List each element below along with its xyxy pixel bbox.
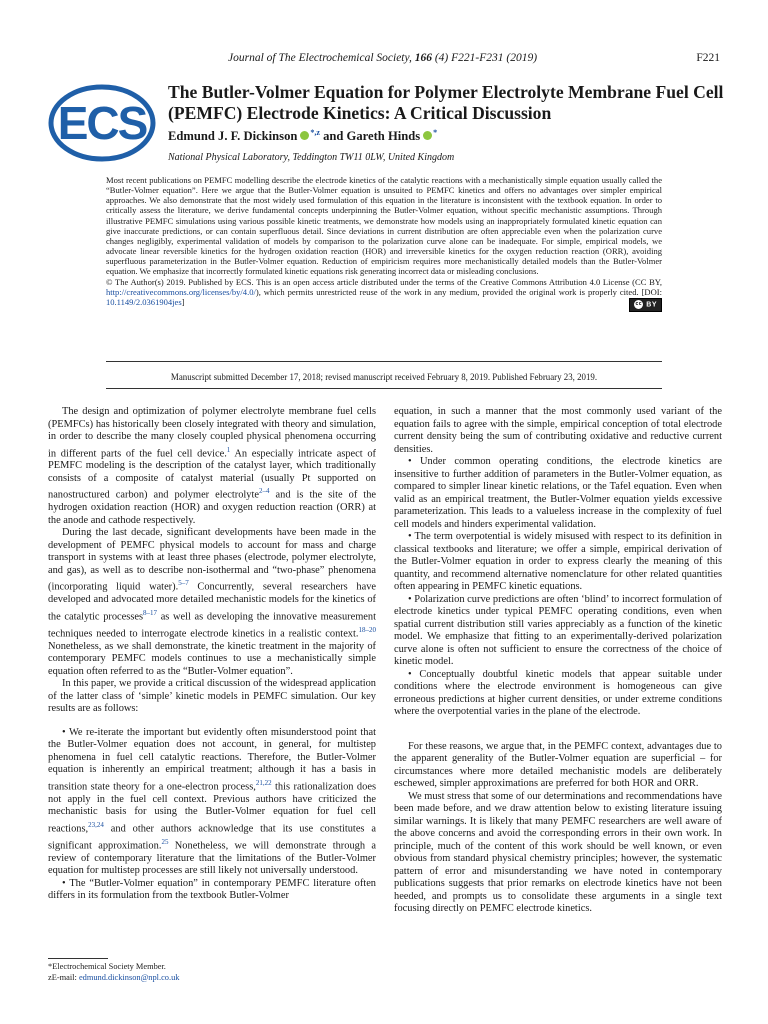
paragraph xyxy=(48,527,376,678)
running-head xyxy=(228,52,668,64)
paragraph-text: An especially intricate aspect of PEMFC modeling is the description of the catalyst layer, which traditionally consists of a composite of catalyst material (usually Pt supported on nanostructured carbon) and polymer electrolyte xyxy=(48,447,376,501)
footnote-divider xyxy=(48,958,108,959)
cc-by-label: BY xyxy=(646,301,657,309)
paragraph: We must stress that some of our determinations and recommendations have been made before, and we draw attention below to existing literature issuing similar warnings. It is likely that many PEMFC researchers are well aware of the above concerns and avoid the corresponding errors in their own work. In principle, much of the content of this work should be well known, or even obvious from standard physical chemistry principles; however, the systematic pattern of error and misunderstanding we have noted in contemporary publications suggests that prior remarks on electrode kinetics have not been heeded, and prompts us to consolidate these arguments in a single text focusing directly on PEMFC electrode kinetics. xyxy=(394,790,722,914)
submission-history: Manuscript submitted December 17, 2018; revised manuscript received February 8, 2019. Published February 23, 2019. xyxy=(170,372,598,382)
article-title: The Butler-Volmer Equation for Polymer Electrolyte Membrane Fuel Cell (PEMFC) Electrode Kinetics: A Critical Discussion xyxy=(168,82,724,123)
license-text: © The Author(s) 2019. Published by ECS. This is an open access article distributed under the terms of the Creative Commons Attribution 4.0 License (CC BY, xyxy=(106,276,662,287)
bullet-item: • Polarization curve predictions are often ‘blind’ to incorrect formulation of electrode kinetics under typical PEMFC operating conditions, even when spatial current distribution still varies appreciably as a function of the kinetic model. We emphasize that fitting to an experimentally-derived polarization curve alone is often not sufficient to ensure the correctness of the choice of kinetic model. xyxy=(394,593,722,667)
paragraph-text: The design and optimization of polymer electrolyte membrane fuel cells (PEMFCs) has historically been closely integrated with theory and simulation, in order to describe the many closely coupled physical phenomena occurring in different parts of the fuel cell device. xyxy=(48,406,376,459)
author-conjunction: and xyxy=(319,129,347,144)
orcid-icon[interactable] xyxy=(423,131,432,140)
page-number: F221 xyxy=(696,52,720,64)
citation-link[interactable]: 18–20 xyxy=(358,625,376,634)
paragraph-text: this rationalization does not apply in the fuel cell context. Previous authors have criticized the mechanistic basis for using the Butler-Volmer equation for fuel cell reactions, xyxy=(48,781,376,835)
citation-link[interactable]: 23,24 xyxy=(88,820,104,829)
footnote xyxy=(48,973,376,984)
ecs-logo-text: ECS xyxy=(57,97,147,149)
affiliation: National Physical Laboratory, Teddington TW11 0LW, United Kingdom xyxy=(168,152,455,163)
author-list xyxy=(168,128,728,144)
divider xyxy=(106,388,662,389)
bullet-item: • The term overpotential is widely misused with respect to its definition in classical textbooks and literature; we offer a simple, empirical derivation of the Butler-Volmer equation in order to express clearly the meaning of this quantity, and recommend alternative nomenclature for other related quantities often appearing in PEMFC kinetic equations. xyxy=(394,531,722,592)
divider xyxy=(106,361,662,362)
license-text: ), which permits unrestricted reuse of the work in any medium, provided the original work is properly cited. [DOI: xyxy=(255,286,662,297)
author-affiliation-marks: * xyxy=(433,128,438,137)
citation-link[interactable]: 25 xyxy=(161,837,169,846)
cc-icon: cc xyxy=(635,300,643,307)
paragraph-text: and is the site of the hydrogen oxidation reaction (HOR) and oxygen reduction reaction (ORR) at the anode and cathode respectively. xyxy=(48,489,377,526)
orcid-icon[interactable] xyxy=(300,131,309,140)
citation-link[interactable]: 2–4 xyxy=(259,487,270,496)
ecs-logo xyxy=(48,84,156,162)
paragraph-text: • We re-iterate the important but evidently often misunderstood point that the Butler-Volmer equation does not account, in general, for multistep phenomena in fuel cell catalytic reactions. Therefore, the Butler-Volmer equation is inherently an empirical treatment; although it has a basis in transition state theory for a one-electron process, xyxy=(48,726,376,793)
license-statement xyxy=(106,277,662,307)
citation-link[interactable]: 5–7 xyxy=(178,579,189,588)
journal-issue-pages: (4) F221-F231 (2019) xyxy=(431,52,538,64)
abstract-body: Most recent publications on PEMFC modelling describe the electrode kinetics of the catalytic reactions with a mechanistically simple equation usually called the “Butler-Volmer equation”. Here we argue that the Butler-Volmer equation is unsuited to PEMFC kinetics and offers no advantages over simpler empirical approaches. We also demonstrate that the most widely used formulation of this equation in the literature is inconsistent with the textbook equation. In order to critically assess the literature, we derive fundamental concepts underpinning the Butler-Volmer equation, without specific mechanistic assumptions. Through illustrative PEMFC simulations using various possible kinetic treatments, we demonstrate how models using an inappropriately formulated kinetic equation can give inaccurate predictions, or can contain superfluous detail. Since deviations in current distribution are often appreciable even when the polarization curve changes negligibly, experimental validation of models by comparison to the polarization curve alone can be inadequate. For simple, empirical models, we advocate linear reversible kinetics for the hydrogen oxidation reaction (HOR) and irreversible kinetics for the oxygen reduction reaction (ORR), avoiding superfluous parameterization in the Butler-Volmer equation. Reduction of empiricism requires more mechanistically detailed models than the Butler-Volmer equation. We emphasize that incorrectly formulated kinetic equations risk generating incorrect data or misleading conclusions. xyxy=(106,175,662,277)
paragraph: equation, in such a manner that the most commonly used variant of the equation fails to agree with the simple, empirical conception of total electrode current density being the sum of contributing oxidative and reductive current densities. xyxy=(394,406,722,455)
paragraph-text: Nonetheless, as we shall demonstrate, the kinetic treatment in the majority of contemporary PEMFC models continues to use a mechanistically simple equation often referred to as the “Butler-Volmer equation”. xyxy=(48,640,376,677)
abstract xyxy=(106,175,662,312)
bullet-item: • Under common operating conditions, the electrode kinetics are insensitive to further addition of parameters in the Butler-Volmer equation, as compared to simpler linear kinetic relations, or the Tafel equation. Even when valid as an empirical treatment, the Butler-Volmer equation yields excessive parameterization. This leads to a valueless increase in the complexity of fuel cell models and hinders experimental validation. xyxy=(394,456,722,530)
citation-link[interactable]: 1 xyxy=(226,445,231,454)
journal-volume: 166 xyxy=(414,52,432,64)
author-name[interactable]: Gareth Hinds xyxy=(346,129,421,144)
author-affiliation-marks: *,z xyxy=(310,128,320,137)
footnote-label: zE-mail: xyxy=(48,972,79,982)
citation-link[interactable]: 8–17 xyxy=(143,608,158,617)
right-column xyxy=(394,406,722,916)
cc-by-badge[interactable] xyxy=(629,298,662,313)
license-link[interactable]: http://creativecommons.org/licenses/by/4.0/ xyxy=(106,286,256,297)
footnote: *Electrochemical Society Member. xyxy=(48,962,166,971)
paragraph-text: Concurrently, several researchers have developed and advocated more detailed mechanistic models for the kinetics of the catalytic processes xyxy=(48,581,377,623)
paragraph-text: and other authors acknowledge that its use constitutes a significant approximation. xyxy=(48,823,376,852)
paragraph-text: as well as developing the innovative measurement techniques needed to interrogate electrode kinetics in a realistic context. xyxy=(48,611,376,640)
paragraph: In this paper, we provide a critical discussion of the widespread application of the latter class of ‘simple’ kinetic models in PEMFC simulation. Our key results are as follows: xyxy=(48,678,376,715)
citation-link[interactable]: 21,22 xyxy=(255,778,272,787)
bullet-item: • The “Butler-Volmer equation” in contemporary PEMFC literature often differs in its formulation from the textbook Butler-Volmer xyxy=(48,877,376,902)
doi-link[interactable]: 10.1149/2.0361904jes xyxy=(106,296,182,307)
email-link[interactable]: edmund.dickinson@npl.co.uk xyxy=(78,972,180,982)
paragraph: For these reasons, we argue that, in the PEMFC context, advantages due to the apparent generality of the Butler-Volmer equation are superficial – for circumstances where more detailed mechanistic models are deliberately eschewed, simpler approximations are preferred for both HOR and ORR. xyxy=(394,740,722,789)
paragraph-text: During the last decade, significant developments have been made in the development of PEMFC physical models to account for mass and charge transport in systems with at least three phases (electrode, polymer electrolyte, and gas), as well as to describe non-isothermal and “two-phase” phenomena (incorporating liquid water). xyxy=(48,527,376,593)
author-name[interactable]: Edmund J. F. Dickinson xyxy=(168,129,298,144)
spacer xyxy=(394,719,722,741)
spacer xyxy=(48,716,376,727)
paragraph xyxy=(48,406,376,527)
journal-name: Journal of The Electrochemical Society, xyxy=(228,52,415,64)
left-column xyxy=(48,406,376,903)
bullet-item: • Conceptually doubtful kinetic models that appear suitable under conditions where the electrode environment is homogeneous can give erroneous predictions at higher current densities, or under extreme conditions where the overpotential varies in the plane of the electrode. xyxy=(394,668,722,717)
footnotes xyxy=(48,962,376,983)
license-text: ] xyxy=(181,296,185,307)
bullet-item xyxy=(48,727,376,878)
paragraph-text: Nonetheless, we will demonstrate through a review of contemporary literature that the limitations of the Butler-Volmer equation for multistep processes are still likely not universally understood. xyxy=(48,840,377,877)
